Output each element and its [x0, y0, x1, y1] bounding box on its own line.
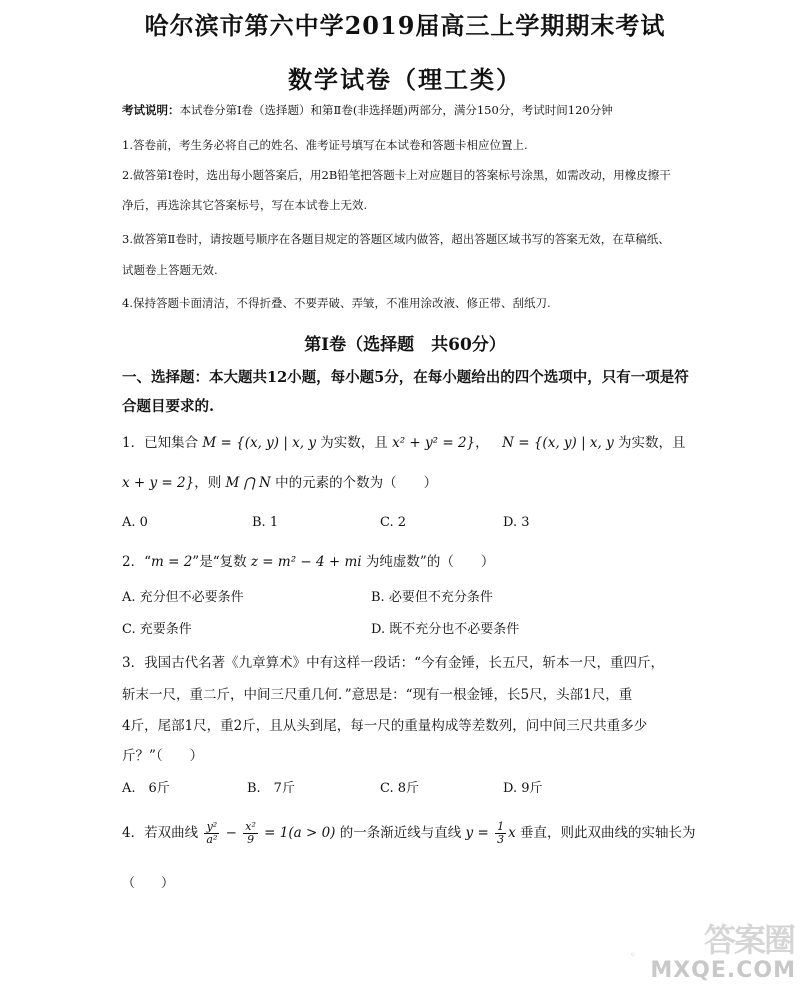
instruction-item-2b: 净后，再选涂其它答案标号，写在本试卷上无效. — [122, 198, 368, 212]
instructions-line — [122, 103, 613, 117]
q3-option-d: D. 9斤 — [503, 781, 543, 796]
section-intro-b: 合题目要求的. — [122, 398, 215, 415]
instruction-item-1: 1.答卷前，考生务必将自己的姓名、准考证号填写在本试卷和答题卡相应位置上. — [122, 138, 528, 152]
q4-frac3-den: 3 — [497, 833, 505, 846]
q3-option-a: A. 6斤 — [122, 781, 170, 796]
section-intro-a: 一、选择题：本大题共12小题，每小题5分，在每小题给出的四个选项中，只有一项是符 — [122, 369, 689, 386]
question-4 — [122, 821, 696, 846]
instructions-text: 本试卷分第Ⅰ卷（选择题）和第Ⅱ卷(非选择题)两部分，满分150分，考试时间120分钟 — [179, 103, 613, 117]
q1-option-d: D. 3 — [503, 515, 530, 530]
q4-frac2-den: 9 — [247, 833, 255, 846]
q4-frac1-num: y² — [204, 821, 219, 834]
question-2 — [122, 553, 494, 571]
q1-eq1: x² + y² = 2} — [392, 435, 476, 451]
scan-mark: ◦ — [630, 950, 636, 961]
question-3-line-3: 4斤，尾部1尺，重2斤，且从头到尾，每一尺的重量构成等差数列，问中间三尺共重多少 — [122, 718, 648, 734]
q1-option-b: B. 1 — [252, 515, 279, 530]
q1-intersection: M ⋂ N — [225, 475, 271, 491]
q3-option-c: C. 8斤 — [380, 781, 420, 796]
q1-sep: ， — [475, 435, 489, 451]
q2-text-end: 为纯虚数”的（ ） — [361, 554, 495, 570]
q1-option-c: C. 2 — [380, 515, 407, 530]
question-3-line-2: 斩末一尺，重二斤，中间三尺重几何．”意思是：“现有一根金锤，长5尺，头部1尺，重 — [122, 687, 633, 703]
q3-option-b: B. 7斤 — [247, 781, 295, 796]
q4-frac3-num: 1 — [497, 820, 505, 833]
exam-title: 哈尔滨市第六中学2019届高三上学期期末考试 — [144, 11, 666, 40]
q4-text-end: 垂直，则此双曲线的实轴长为 — [515, 825, 696, 841]
q4-equation: = 1(a > 0) — [259, 825, 336, 841]
q1-eq2: x + y = 2} — [122, 475, 195, 491]
section-title: 第Ⅰ卷（选择题 共60分） — [304, 335, 506, 355]
q1-text-c: 中的元素的个数为（ ） — [270, 475, 438, 491]
q4-frac2-num: x² — [245, 820, 256, 833]
question-1-line-1 — [122, 434, 686, 452]
q4-fraction-y2-a2 — [204, 821, 219, 846]
q2-condition: m = 2 — [151, 554, 193, 570]
instructions-heading: 考试说明： — [122, 103, 180, 117]
instruction-item-2a: 2.做答第Ⅰ卷时，选出每小题答案后，用2B铅笔把答题卡上对应题目的答案标号涂黑，如需改动，用橡皮擦干 — [122, 168, 671, 182]
question-1-line-2 — [122, 474, 437, 492]
q4-answer-blank: （ ） — [122, 876, 175, 891]
q4-fraction-1-3 — [495, 821, 506, 846]
q1-lead: 1．已知集合 — [122, 435, 203, 451]
q1-set-n: N = {(x, y) | x, y — [502, 435, 614, 451]
q4-line-x: x — [508, 825, 516, 841]
watermark-logo-text: 答案圈 — [703, 921, 794, 959]
q1-set-m: M = {(x, y) | x, y — [202, 435, 317, 451]
q2-text: ”是“复数 — [192, 554, 251, 570]
question-3-line-4: 斤？”（ ） — [122, 748, 204, 764]
q2-lead: 2．“ — [122, 554, 151, 570]
q2-option-a: A. 充分但不必要条件 — [122, 590, 244, 605]
instruction-item-3a: 3.做答第Ⅱ卷时，请按题号顺序在各题目规定的答题区域内做答，超出答题区域书写的答案无效，在草稿纸、 — [122, 232, 670, 246]
exam-subtitle: 数学试卷（理工类） — [288, 65, 522, 94]
q2-complex: z = m² − 4 + mi — [250, 554, 362, 570]
q1-option-a: A. 0 — [122, 515, 148, 530]
q4-minus: − — [221, 825, 242, 841]
q4-lead: 4．若双曲线 — [122, 825, 203, 841]
question-3-line-1: 3．我国古代名著《九章算术》中有这样一段话：“今有金锤，长五尺，斩本一尺，重四斤， — [122, 655, 664, 671]
instruction-item-4: 4.保持答题卡面清洁，不得折叠、不要弄破、弄皱，不准用涂改液、修正带、刮纸刀. — [122, 296, 551, 310]
watermark-url: MXQE.COM — [650, 958, 796, 983]
q1-text-b: ，则 — [194, 475, 226, 491]
q4-text: 的一条渐近线与直线 — [335, 825, 466, 841]
q4-line-y: y = — [465, 825, 494, 841]
q1-text-end: 为实数，且 — [613, 435, 686, 451]
q2-option-c: C. 充要条件 — [122, 622, 192, 637]
watermark-logo — [650, 915, 796, 983]
q2-option-d: D. 既不充分也不必要条件 — [371, 622, 520, 637]
q1-text: 为实数，且 — [316, 435, 393, 451]
q4-fraction-x2-9 — [243, 821, 258, 846]
q2-option-b: B. 必要但不充分条件 — [371, 590, 493, 605]
instruction-item-3b: 试题卷上答题无效. — [122, 263, 218, 277]
q4-frac1-den: a² — [206, 833, 218, 846]
